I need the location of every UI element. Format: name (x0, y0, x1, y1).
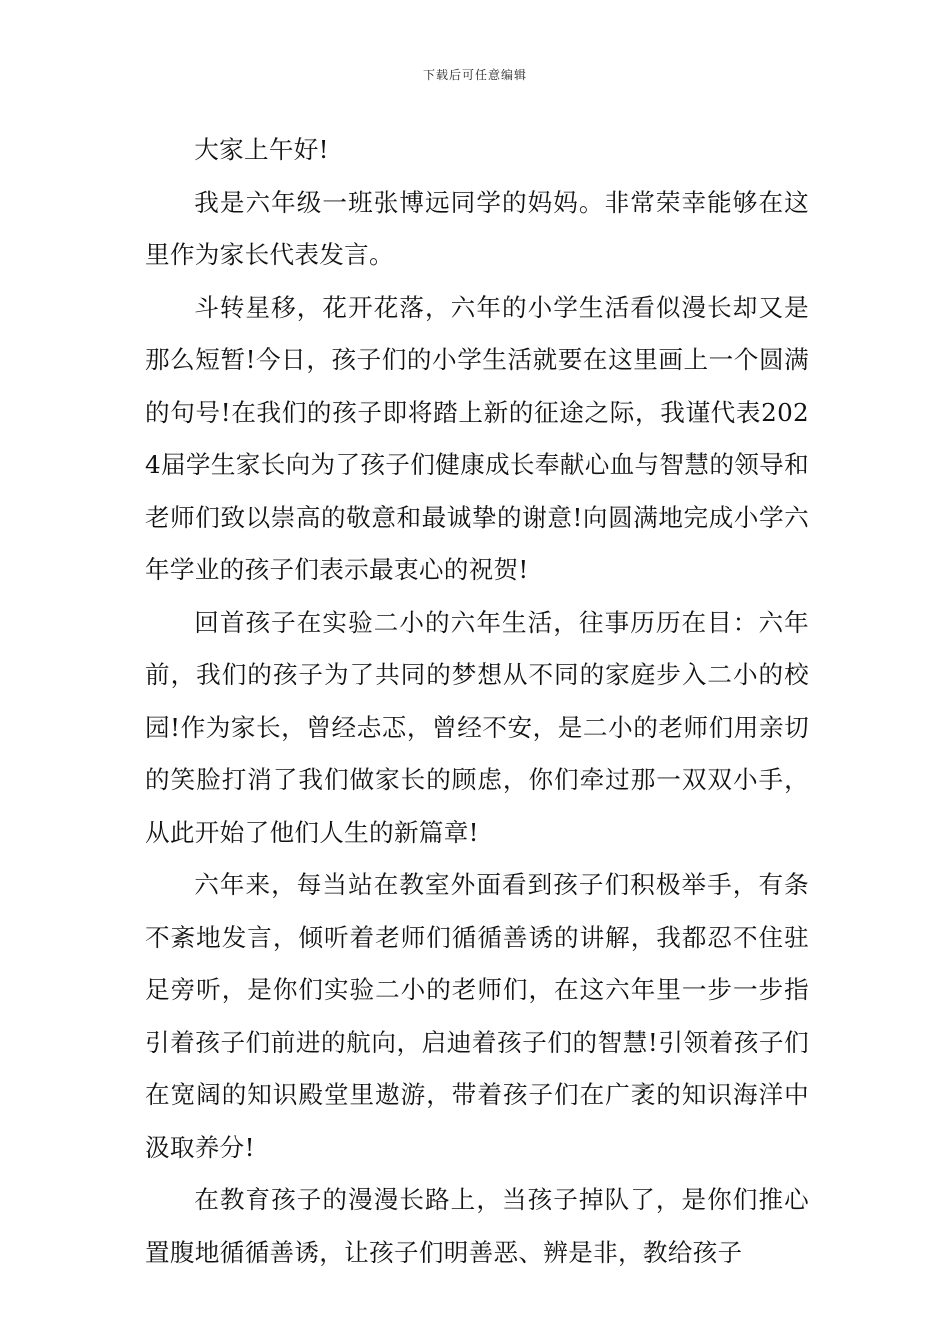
paragraph-gratitude: 斗转星移，花开花落，六年的小学生活看似漫长却又是那么短暂!今日，孩子们的小学生活就要在这里画上一个圆满的句号!在我们的孩子即将踏上新的征途之际，我谨代表2024届学生家长向为了孩子们健康成长奉献心血与智慧的领导和老师们致以崇高的敬意和最诚挚的谢意!向圆满地完成小学六年学业的孩子们表示最衷心的祝贺! (145, 292, 809, 584)
paragraph-greeting: 大家上午好! (194, 135, 329, 164)
paragraph-six-years: 六年来，每当站在教室外面看到孩子们积极举手，有条不紊地发言，倾听着老师们循循善诱的讲解，我都忍不住驻足旁听，是你们实验二小的老师们，在这六年里一步一步指引着孩子们前进的航向，启迪着孩子们的智慧!引领着孩子们在宽阔的知识殿堂里遨游，带着孩子们在广袤的知识海洋中汲取养分! (145, 870, 809, 1162)
page-header-note: 下载后可任意编辑 (422, 68, 527, 82)
paragraph-education: 在教育孩子的漫漫长路上，当孩子掉队了，是你们推心置腹地循循善诱，让孩子们明善恶、辨是非，教给孩子 (145, 1185, 809, 1267)
paragraph-introduction: 我是六年级一班张博远同学的妈妈。非常荣幸能够在这里作为家长代表发言。 (145, 187, 809, 269)
paragraph-recollection: 回首孩子在实验二小的六年生活，往事历历在目：六年前，我们的孩子为了共同的梦想从不同的家庭步入二小的校园!作为家长，曾经忐忑，曾经不安，是二小的老师们用亲切的笑脸打消了我们做家长的顾虑，你们牵过那一双双小手，从此开始了他们人生的新篇章! (145, 607, 809, 847)
document-body (145, 124, 809, 1279)
